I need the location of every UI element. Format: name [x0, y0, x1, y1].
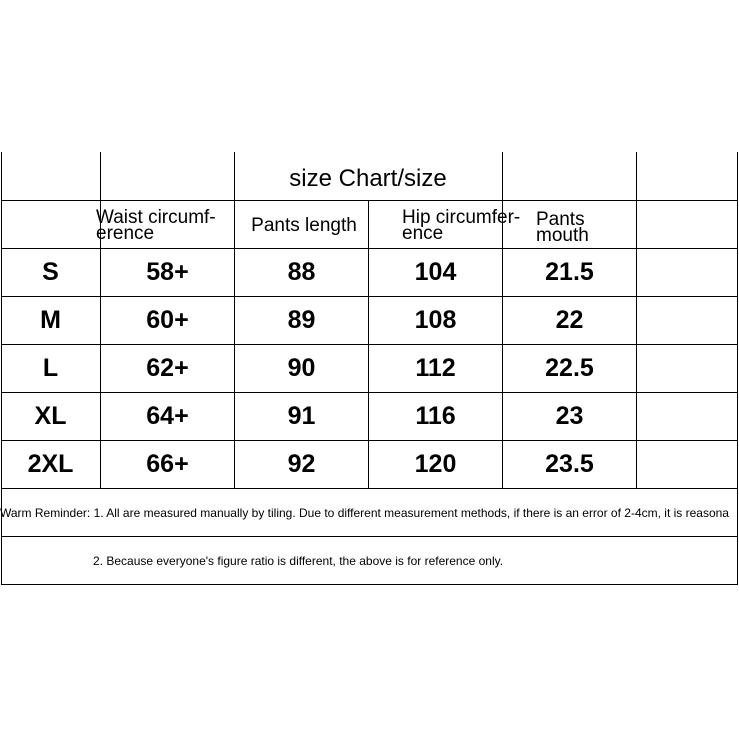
size-cell: M [40, 306, 61, 334]
waist-cell: 60+ [146, 306, 189, 334]
warm-reminder-note: Warm Reminder: 1. All are measured manually by tiling. Due to different measurement methods, if there is an error of 2-4cm, it is reasona [0, 505, 729, 520]
mouth-cell: 22 [555, 306, 584, 334]
waist-cell: 62+ [146, 354, 189, 382]
mouth-cell: 22.5 [545, 354, 594, 382]
hip-cell: 112 [415, 354, 456, 382]
mouth-cell: 23.5 [545, 450, 594, 478]
grid-line [636, 152, 637, 488]
length-cell: 91 [287, 402, 316, 430]
header-hip [402, 207, 521, 246]
hip-cell: 108 [414, 306, 457, 334]
grid-line [1, 200, 738, 201]
header-waist-line1: Waist circumf- [96, 207, 216, 228]
length-cell: 90 [287, 354, 316, 382]
reference-note: 2. Because everyone's figure ratio is different, the above is for reference only. [93, 553, 504, 568]
waist-cell: 58+ [146, 258, 189, 286]
hip-cell: 120 [414, 450, 457, 478]
header-hip-line1: Hip circumfer- [402, 207, 521, 228]
header-hip-line2: ence [402, 223, 444, 244]
mouth-cell: 21.5 [545, 258, 594, 286]
hip-cell: 116 [415, 402, 456, 430]
header-mouth-line2: mouth [536, 225, 589, 246]
header-mouth [536, 209, 636, 248]
waist-cell: 64+ [146, 402, 189, 430]
mouth-cell: 23 [555, 402, 584, 430]
header-length: Pants length [251, 215, 357, 236]
length-cell: 92 [287, 450, 316, 478]
hip-cell: 104 [414, 258, 457, 286]
waist-cell: 66+ [146, 450, 189, 478]
header-waist [96, 207, 234, 246]
chart-title: size Chart/size [289, 165, 447, 192]
grid-line [737, 152, 738, 585]
size-cell: L [42, 354, 59, 382]
grid-line [1, 584, 738, 585]
size-cell: 2XL [27, 450, 74, 478]
length-cell: 89 [287, 306, 316, 334]
size-chart-table [0, 152, 739, 585]
size-cell: S [42, 258, 59, 286]
length-cell: 88 [287, 258, 316, 286]
header-mouth-line1: Pants [536, 209, 585, 230]
header-waist-line2: erence [96, 223, 155, 244]
size-cell: XL [34, 402, 67, 430]
